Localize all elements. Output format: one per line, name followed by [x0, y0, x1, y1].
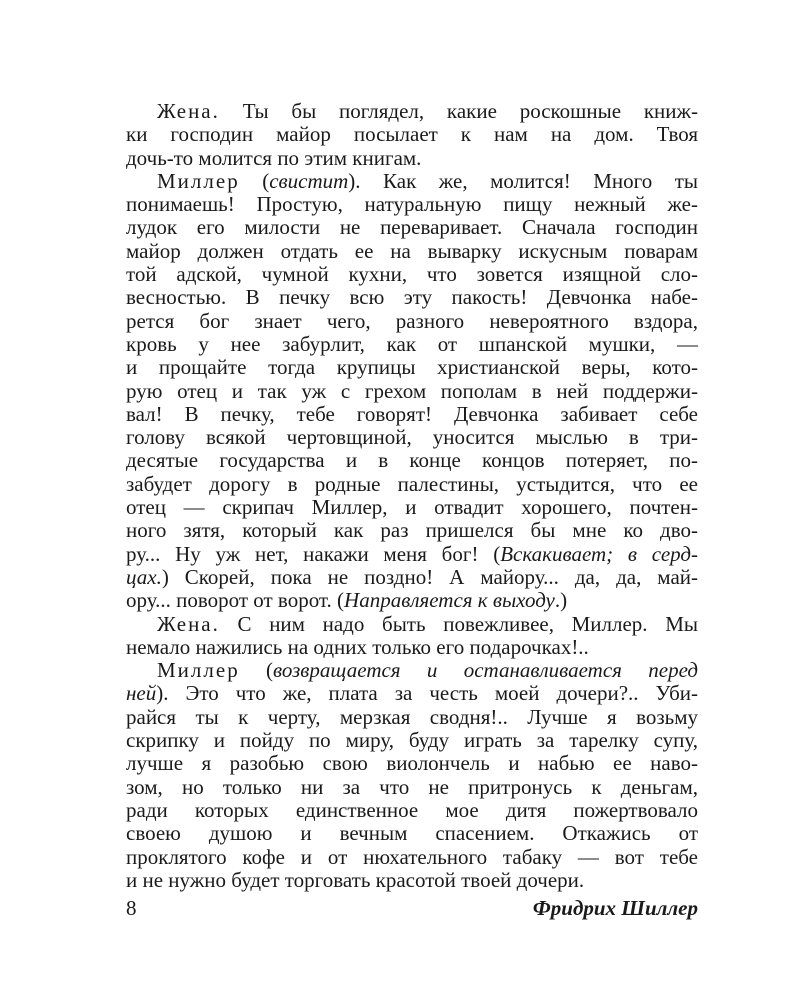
- text-line: дочь-то молится по этим книгам.: [126, 145, 422, 170]
- text-line: ки господин майор посылает к нам на дом. Твоя: [126, 122, 698, 147]
- paragraph: [126, 613, 698, 660]
- text-line: отец — скрипач Миллер, и отвадит хорошего, почтен-: [126, 495, 698, 520]
- text-line: Миллер (свистит). Как же, молится! Много ты: [157, 168, 698, 193]
- page-number: 8: [126, 896, 137, 920]
- text-line: забудет дорогу в родные палестины, устыдится, что ее: [126, 471, 698, 496]
- stage-direction: возвращается и останавливается перед: [273, 658, 698, 683]
- text-line: голову всякой чертовщиной, уносится мыслью в три-: [126, 425, 698, 450]
- speaker-name: Миллер: [157, 658, 240, 683]
- paragraph: [126, 659, 698, 892]
- stage-direction: цах.: [126, 564, 162, 589]
- text-line: рую отец и так уж с грехом пополам в ней поддержи-: [126, 378, 698, 403]
- text-line: ней). Это что же, плата за честь моей дочери?.. Уби-: [126, 681, 698, 706]
- text-line: десятые государства и в конце концов потеряет, по-: [126, 448, 698, 473]
- text-line: Миллер (возвращается и останавливается перед: [157, 658, 698, 683]
- text-line: цах.) Скорей, пока не поздно! А майору... да, да, май-: [126, 564, 698, 589]
- text-line: лудок его милости не переваривает. Сначала господин: [126, 215, 698, 240]
- text-line: и прощайте тогда крупицы христианской веры, кото-: [126, 355, 698, 380]
- text-line: проклятого кофе и от нюхательного табаку — вот тебе: [126, 844, 698, 869]
- stage-direction: Направляется к выходу: [344, 588, 555, 613]
- page-footer: [126, 896, 698, 922]
- speaker-name: Миллер: [157, 168, 240, 193]
- text-line: вал! В печку, тебе говорят! Девчонка забивает себе: [126, 401, 698, 426]
- text-line: райся ты к черту, мерзкая сводня!.. Лучше я возьму: [126, 704, 698, 729]
- text-line: ного зятя, который как раз пришелся бы мне ко дво-: [126, 518, 698, 543]
- text-line: зом, но только ни за что не притронусь к деньгам,: [126, 774, 698, 799]
- speaker-name: Жена.: [157, 611, 220, 636]
- text-line: Жена. Ты бы поглядел, какие роскошные книж-: [157, 99, 698, 123]
- paragraph: [126, 100, 698, 170]
- stage-direction: ней: [126, 681, 157, 706]
- text-line: той адской, чумной кухни, что зовется изящной сло-: [126, 262, 698, 287]
- text-line: лучше я разобью свою виолончель и набью ее наво-: [126, 751, 698, 776]
- text-line: рется бог знает чего, разного невероятного вздора,: [126, 308, 698, 333]
- text-line: своею душою и вечным спасением. Откажись от: [126, 821, 698, 846]
- text-line: ру... Ну уж нет, накажи меня бог! (Вскакивает; в серд-: [126, 541, 698, 566]
- stage-direction: Вскакивает; в серд-: [500, 541, 698, 566]
- text-line: и не нужно будет торговать красотой твоей дочери.: [126, 867, 585, 892]
- text-line: ору... поворот от ворот. (Направляется к выходу.): [126, 588, 568, 613]
- text-line: кровь у нее забурлит, как от шпанской мушки, —: [126, 331, 698, 356]
- speaker-name: Жена.: [157, 99, 220, 123]
- text-line: майор должен отдать ее на выварку искусным поварам: [126, 238, 698, 263]
- text-line: понимаешь! Простую, натуральную пищу нежный же-: [126, 192, 698, 217]
- paragraph: [126, 170, 698, 613]
- text-line: ради которых единственное мое дитя пожертвовало: [126, 797, 698, 822]
- text-line: Жена. С ним надо быть повежливее, Миллер. Мы: [157, 611, 698, 636]
- text-line: немало нажились на одних только его подарочках!..: [126, 634, 589, 659]
- text-line: весностью. В печку всю эту пакость! Девчонка набе-: [126, 285, 698, 310]
- stage-direction: свистит: [269, 168, 349, 193]
- page-body: [126, 100, 698, 892]
- text-line: скрипку и пойду по миру, буду играть за тарелку супу,: [126, 728, 698, 753]
- running-title: Фридрих Шиллер: [532, 896, 698, 920]
